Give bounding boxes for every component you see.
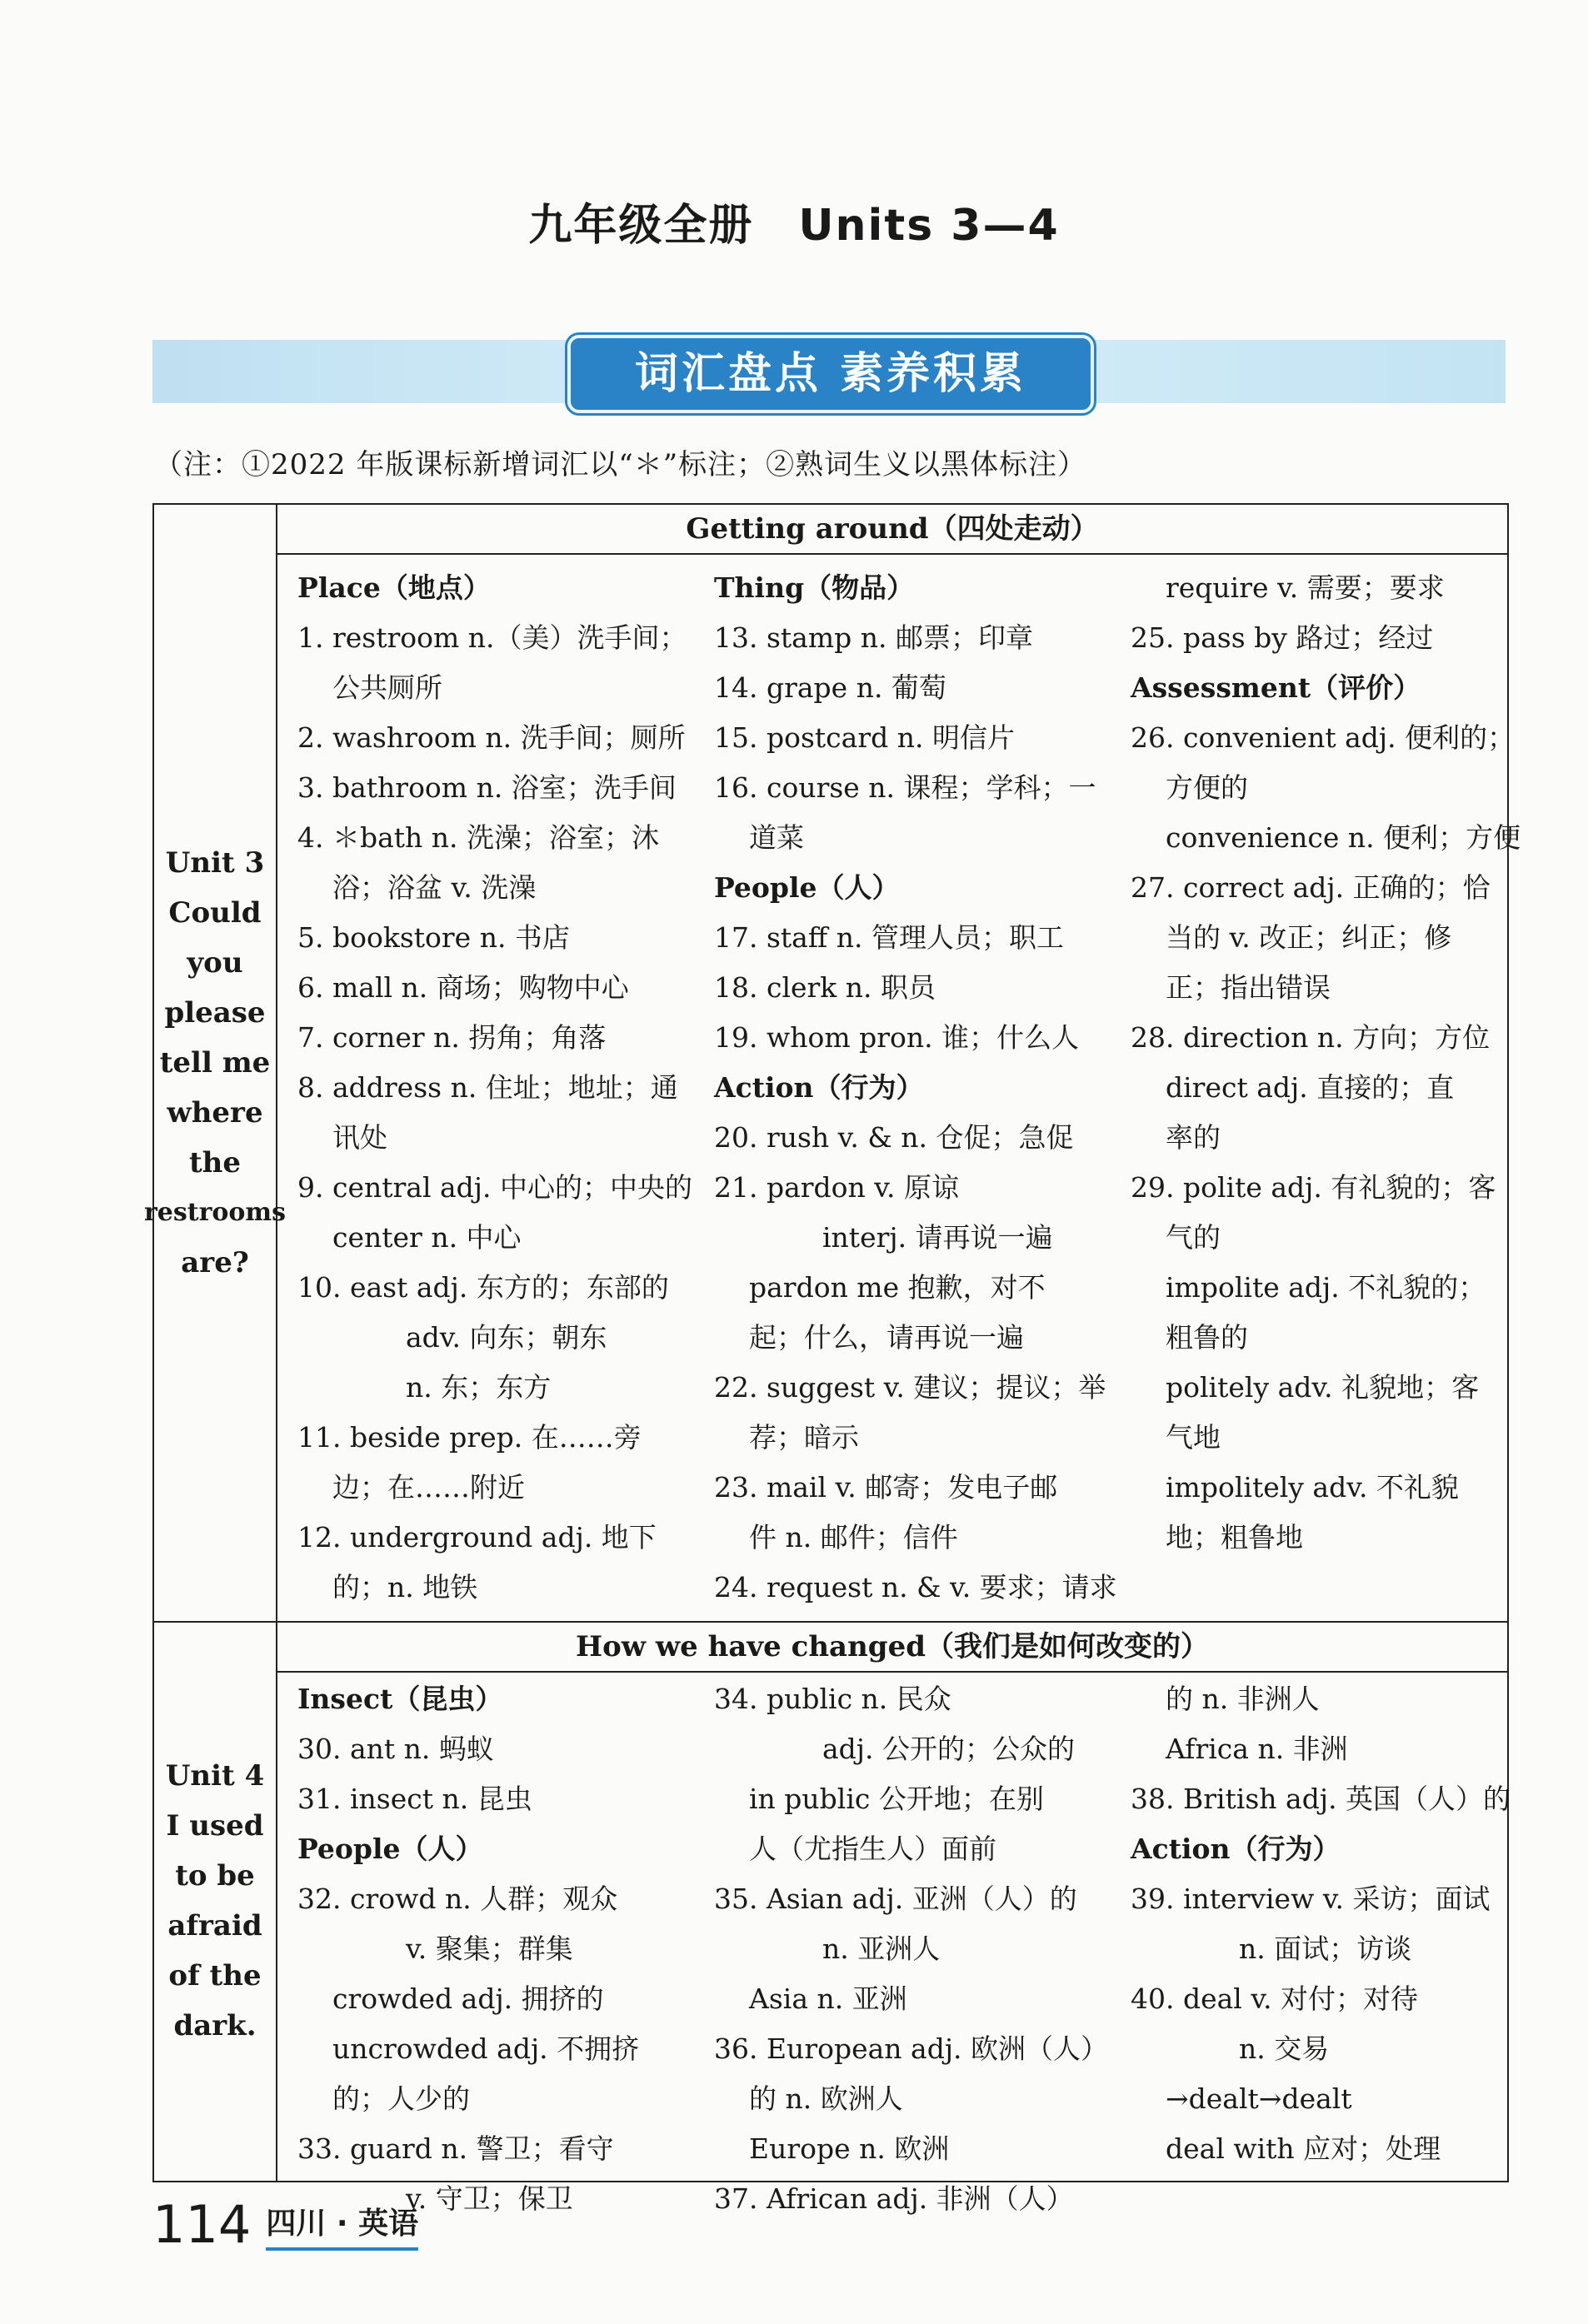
vocab-entry: 26. convenient adj. 便利的； <box>1131 721 1516 754</box>
vocab-entry: 19. whom pron. 谁；什么人 <box>714 1021 1080 1054</box>
unit-label-line: please <box>164 996 266 1030</box>
vocab-continuation: 浴；浴盆 v. 洗澡 <box>332 871 537 904</box>
unit3-label-cell <box>143 505 287 1621</box>
vocab-continuation: interj. 请再说一遍 <box>822 1221 1053 1254</box>
vocab-continuation: direct adj. 直接的；直 <box>1166 1071 1455 1104</box>
category-heading: Action（行为） <box>1131 1833 1341 1865</box>
category-heading: People（人） <box>714 871 900 904</box>
vocab-entry: 36. European adj. 欧洲（人） <box>714 2032 1109 2065</box>
vocab-continuation: 道菜 <box>749 821 804 854</box>
vocab-entry: 17. staff n. 管理人员；职工 <box>714 921 1065 954</box>
vocab-continuation: 讯处 <box>332 1121 387 1154</box>
footer-label: 四川 · 英语 <box>266 2200 418 2251</box>
unit-label-line: of the <box>168 1959 262 1992</box>
vocab-entry: 16. course n. 课程；学科；一 <box>714 771 1096 804</box>
vocab-continuation: 正；指出错误 <box>1166 971 1331 1004</box>
unit3-label <box>144 838 286 1288</box>
vocab-entry: 6. mall n. 商场；购物中心 <box>297 971 629 1004</box>
vocab-continuation: 人（尤指生人）面前 <box>749 1833 996 1865</box>
vocab-entry: 14. grape n. 葡萄 <box>714 671 946 704</box>
note: （注：①2022 年版课标新增词汇以“＊”标注；②熟词生义以黑体标注） <box>154 448 1087 481</box>
unit-label-line: the <box>188 1146 242 1179</box>
vocab-continuation: n. 交易 <box>1239 2032 1330 2065</box>
unit3-column-3 <box>1131 563 1521 1563</box>
vocab-entry: 23. mail v. 邮寄；发电子邮 <box>714 1471 1058 1504</box>
vocab-continuation: 起；什么，请再说一遍 <box>749 1321 1024 1354</box>
vocab-entry: 39. interview v. 采访；面试 <box>1131 1883 1491 1915</box>
vocab-entry: 8. address n. 住址；地址；通 <box>297 1071 678 1104</box>
unit-label-line: afraid <box>167 1909 262 1942</box>
page-number: 114 <box>152 2194 252 2255</box>
vocab-continuation: 边；在……附近 <box>332 1471 525 1504</box>
vocab-continuation: n. 面试；访谈 <box>1239 1933 1412 1965</box>
vocab-continuation: politely adv. 礼貌地；客 <box>1166 1371 1480 1404</box>
vocab-continuation: impolitely adv. 不礼貌 <box>1166 1471 1459 1504</box>
unit4-column-1 <box>297 1675 714 2225</box>
vocab-entry: 30. ant n. 蚂蚁 <box>297 1733 494 1765</box>
vocab-entry: 29. polite adj. 有礼貌的；客 <box>1131 1171 1496 1204</box>
unit-label-line: tell me <box>159 1046 271 1080</box>
vocab-entry: 2. washroom n. 洗手间；厕所 <box>297 721 686 754</box>
vocab-continuation: n. 亚洲人 <box>822 1933 941 1965</box>
vocab-continuation: 的；人少的 <box>332 2082 470 2115</box>
vocab-continuation: 粗鲁的 <box>1166 1321 1248 1354</box>
unit-label-line: where <box>167 1096 263 1130</box>
vocab-continuation: 率的 <box>1166 1121 1221 1154</box>
vocab-continuation: in public 公开地；在别 <box>749 1783 1044 1815</box>
vocab-continuation: 方便的 <box>1166 771 1248 804</box>
unit4-column-3 <box>1131 1675 1511 2175</box>
vocab-entry: 25. pass by 路过；经过 <box>1131 621 1434 654</box>
vocab-continuation: →dealt→dealt <box>1166 2082 1352 2115</box>
vocab-continuation: require v. 需要；要求 <box>1166 571 1445 604</box>
unit3-column-2 <box>714 563 1131 1613</box>
vocab-entry: 38. British adj. 英国（人）的 <box>1131 1783 1511 1815</box>
vocab-continuation: v. 守卫；保卫 <box>406 2182 573 2215</box>
vocab-entry: 24. request n. & v. 要求；请求 <box>714 1571 1117 1603</box>
vocab-continuation: center n. 中心 <box>332 1221 522 1254</box>
vocab-entry: 31. insect n. 昆虫 <box>297 1783 532 1815</box>
vocab-continuation: crowded adj. 拥挤的 <box>332 1982 604 2015</box>
unit-label-line: dark. <box>173 2009 257 2042</box>
category-heading: Place（地点） <box>297 571 491 604</box>
vocab-continuation: 件 n. 邮件；信件 <box>749 1521 958 1553</box>
vocab-continuation: 荐；暗示 <box>749 1421 859 1454</box>
unit-label-line: Unit 4 <box>165 1759 265 1793</box>
unit4-label <box>166 1751 265 2051</box>
unit-label-line: Could <box>168 896 262 930</box>
section-banner-title: 词汇盘点 素养积累 <box>567 335 1094 413</box>
vocab-continuation: 的；n. 地铁 <box>332 1571 478 1603</box>
vocab-entry: 34. public n. 民众 <box>714 1683 951 1715</box>
unit-label-line: you <box>187 946 243 980</box>
vocab-continuation: 气的 <box>1166 1221 1221 1254</box>
unit4-column-2 <box>714 1675 1131 2225</box>
vocab-entry: 33. guard n. 警卫；看守 <box>297 2132 614 2165</box>
page-footer <box>152 2194 419 2255</box>
vocab-entry: 10. east adj. 东方的；东部的 <box>297 1271 669 1304</box>
vocab-entry: 4. ＊bath n. 洗澡；浴室；沐 <box>297 821 660 854</box>
unit3-heading: Getting around（四处走动） <box>277 505 1507 555</box>
vocab-entry: 1. restroom n.（美）洗手间； <box>297 621 687 654</box>
unit-label-line: to be <box>175 1859 255 1893</box>
vocab-continuation: Europe n. 欧洲 <box>749 2132 950 2165</box>
vocab-entry: 5. bookstore n. 书店 <box>297 921 570 954</box>
unit-label-line: are? <box>181 1246 249 1279</box>
vocab-continuation: 地；粗鲁地 <box>1166 1521 1303 1553</box>
vocab-entry: 3. bathroom n. 浴室；洗手间 <box>297 771 677 804</box>
vocab-entry: 18. clerk n. 职员 <box>714 971 936 1004</box>
vocab-continuation: 的 n. 欧洲人 <box>749 2082 903 2115</box>
category-heading: Thing（物品） <box>714 571 915 604</box>
unit-label-line: Unit 3 <box>165 846 265 880</box>
vocab-entry: 35. Asian adj. 亚洲（人）的 <box>714 1883 1077 1915</box>
vocab-entry: 22. suggest v. 建议；提议；举 <box>714 1371 1106 1404</box>
vocab-entry: 40. deal v. 对付；对待 <box>1131 1982 1419 2015</box>
vocab-continuation: n. 东；东方 <box>406 1371 552 1404</box>
vocab-continuation: Asia n. 亚洲 <box>749 1982 907 2015</box>
vocab-entry: 20. rush v. & n. 仓促；急促 <box>714 1121 1074 1154</box>
unit4-heading: How we have changed（我们是如何改变的） <box>277 1623 1507 1673</box>
page-title: 九年级全册 Units 3—4 <box>528 201 1060 251</box>
vocab-entry: 32. crowd n. 人群；观众 <box>297 1883 618 1915</box>
vocabulary-table <box>143 503 1521 2215</box>
vocab-entry: 37. African adj. 非洲（人） <box>714 2182 1074 2215</box>
vocab-entry: 12. underground adj. 地下 <box>297 1521 657 1553</box>
vocab-continuation: adv. 向东；朝东 <box>406 1321 607 1354</box>
vocab-entry: 15. postcard n. 明信片 <box>714 721 1015 754</box>
category-heading: Insect（昆虫） <box>297 1683 503 1715</box>
vocab-entry: 9. central adj. 中心的；中央的 <box>297 1171 693 1204</box>
vocab-entry: 7. corner n. 拐角；角落 <box>297 1021 607 1054</box>
category-heading: Action（行为） <box>714 1071 924 1104</box>
vocab-continuation: impolite adj. 不礼貌的； <box>1166 1271 1486 1304</box>
vocab-entry: 11. beside prep. 在……旁 <box>297 1421 642 1454</box>
vocab-continuation: adj. 公开的；公众的 <box>822 1733 1076 1765</box>
category-heading: Assessment（评价） <box>1131 671 1421 704</box>
vocab-entry: 13. stamp n. 邮票；印章 <box>714 621 1033 654</box>
vocab-continuation: 当的 v. 改正；纠正；修 <box>1166 921 1452 954</box>
category-heading: People（人） <box>297 1833 483 1865</box>
unit4-label-cell <box>154 1621 277 2181</box>
vocab-continuation: pardon me 抱歉，对不 <box>749 1271 1046 1304</box>
vocab-continuation: uncrowded adj. 不拥挤 <box>332 2032 640 2065</box>
vocab-continuation: deal with 应对；处理 <box>1166 2132 1441 2165</box>
vocab-continuation: 公共厕所 <box>332 671 442 704</box>
vocab-continuation: 的 n. 非洲人 <box>1166 1683 1320 1715</box>
vocab-continuation: Africa n. 非洲 <box>1166 1733 1348 1765</box>
vocab-continuation: convenience n. 便利；方便 <box>1166 821 1521 854</box>
vocab-entry: 21. pardon v. 原谅 <box>714 1171 959 1204</box>
vocab-entry: 28. direction n. 方向；方位 <box>1131 1021 1491 1054</box>
unit3-column-1 <box>297 563 714 1613</box>
vocab-continuation: v. 聚集；群集 <box>406 1933 573 1965</box>
unit-label-line: restrooms <box>143 1198 287 1227</box>
vocab-continuation: 气地 <box>1166 1421 1221 1454</box>
vocab-entry: 27. correct adj. 正确的；恰 <box>1131 871 1491 904</box>
unit-label-line: I used <box>166 1809 264 1843</box>
